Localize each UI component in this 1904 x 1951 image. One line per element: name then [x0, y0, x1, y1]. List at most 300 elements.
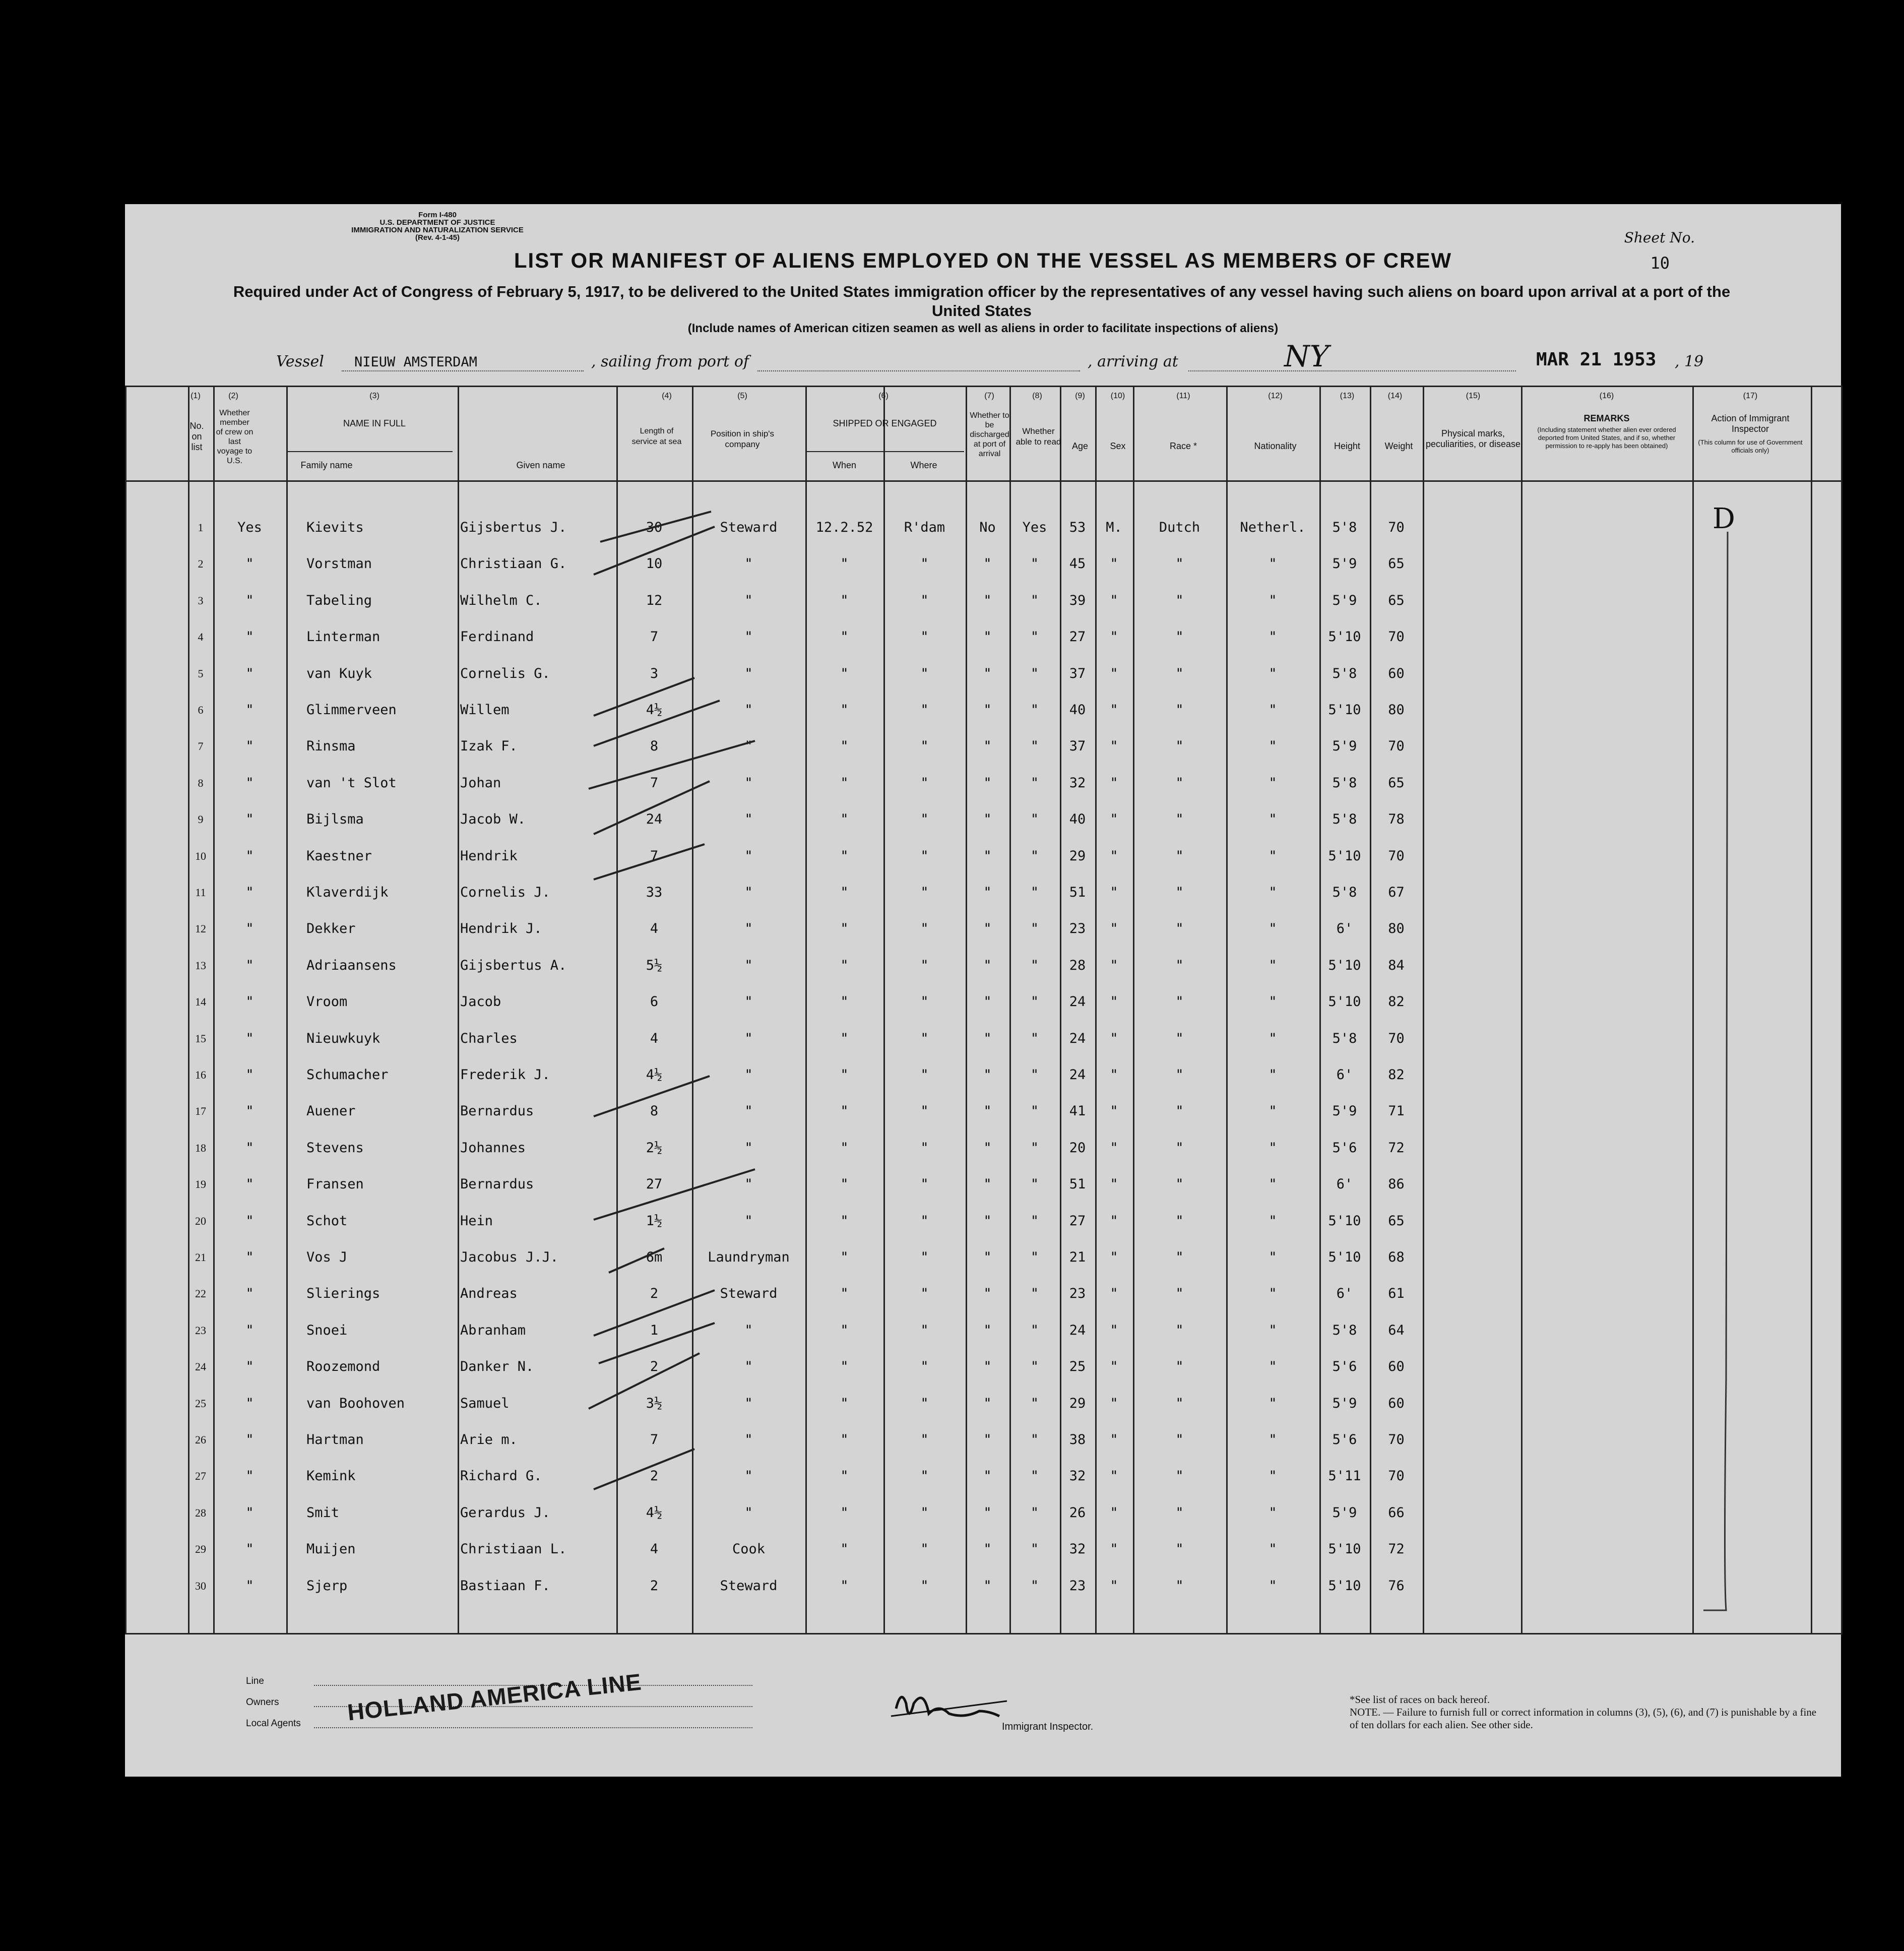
cell-no: 30 — [195, 1579, 206, 1592]
column-number: (14) — [1387, 392, 1403, 400]
cell-discharged: " — [983, 1286, 992, 1302]
cell-height: 5'10 — [1328, 1213, 1361, 1229]
cell-service: 4½ — [646, 1067, 663, 1083]
cell-last-voyage: " — [245, 994, 254, 1010]
cell-sex: " — [1110, 1103, 1118, 1119]
cell-height: 5'8 — [1332, 775, 1357, 791]
cell-when: " — [840, 1432, 849, 1447]
cell-position: " — [744, 702, 753, 718]
cell-discharged: " — [983, 738, 992, 754]
cell-service: 2 — [650, 1359, 659, 1375]
cell-height: 6' — [1336, 921, 1353, 937]
cell-service: 4½ — [646, 702, 663, 718]
cell-height: 5'8 — [1332, 520, 1357, 535]
cell-discharged: " — [983, 1432, 992, 1447]
cell-when: " — [840, 1395, 849, 1411]
cell-when: " — [840, 1322, 849, 1338]
cell-weight: 72 — [1388, 1140, 1405, 1156]
cell-read: " — [1030, 702, 1039, 718]
manifest-page — [125, 204, 1841, 1777]
cell-read: " — [1030, 1504, 1039, 1521]
service-name: IMMIGRATION AND NATURALIZATION SERVICE — [351, 226, 524, 234]
cell-sex: " — [1110, 1432, 1118, 1447]
cell-when: " — [840, 885, 849, 900]
cell-service: 6 — [650, 994, 659, 1010]
cell-service: 4 — [650, 1030, 659, 1046]
cell-last-voyage: " — [245, 1504, 254, 1521]
cell-where: " — [920, 1504, 929, 1521]
cell-race: " — [1175, 921, 1184, 937]
cell-position: " — [744, 1395, 753, 1411]
table-top-border — [125, 386, 1841, 387]
cell-sex: " — [1110, 738, 1118, 754]
cell-read: " — [1030, 738, 1039, 754]
cell-weight: 86 — [1388, 1176, 1405, 1192]
cell-service: 5½ — [646, 957, 663, 973]
cell-when: " — [840, 556, 849, 572]
cell-age: 51 — [1069, 885, 1086, 900]
cell-discharged: " — [983, 811, 992, 828]
column-rule — [1692, 386, 1694, 1634]
fine-note — [1350, 1706, 1823, 1731]
cell-weight: 71 — [1388, 1103, 1405, 1119]
cell-race: " — [1175, 702, 1184, 718]
cell-given: Cornelis J. — [460, 885, 550, 900]
cell-when: " — [840, 1213, 849, 1229]
cell-sex: " — [1110, 629, 1118, 645]
cell-service: 4½ — [646, 1504, 663, 1521]
cell-discharged: " — [983, 1030, 992, 1046]
cell-discharged: " — [983, 848, 992, 864]
cell-no: 1 — [198, 521, 204, 534]
cell-discharged: " — [983, 1395, 992, 1411]
cell-discharged: No — [979, 520, 996, 535]
cell-discharged: " — [983, 629, 992, 645]
cell-service: 1½ — [646, 1213, 663, 1229]
cell-age: 21 — [1069, 1249, 1086, 1265]
cell-sex: " — [1110, 885, 1118, 900]
header-able-to-read: Whether able to read — [1016, 426, 1061, 447]
cell-given: Johan — [460, 775, 501, 791]
cell-race: " — [1175, 629, 1184, 645]
cell-given: Gijsbertus J. — [460, 520, 567, 535]
cell-when: " — [840, 629, 849, 645]
inspector-mark: D — [1712, 502, 1735, 535]
cell-read: " — [1030, 1103, 1039, 1119]
cell-service: 3½ — [646, 1395, 663, 1411]
cell-no: 26 — [195, 1433, 206, 1446]
cell-no: 28 — [195, 1506, 206, 1519]
cell-nationality: " — [1268, 1578, 1277, 1594]
cell-height: 6' — [1336, 1176, 1353, 1192]
sheet-number: 10 — [1650, 254, 1670, 273]
cell-read: " — [1030, 1541, 1039, 1557]
cell-position: " — [744, 665, 753, 681]
column-number: (11) — [1176, 392, 1190, 400]
cell-nationality: " — [1268, 1468, 1277, 1484]
signature-underline — [891, 1701, 1007, 1716]
cell-position: " — [744, 738, 753, 754]
cell-height: 5'10 — [1328, 848, 1361, 864]
form-identifier — [332, 211, 543, 241]
cell-height: 5'8 — [1332, 1030, 1357, 1046]
cell-sex: " — [1110, 1213, 1118, 1229]
races-note: *See list of races on back hereof. — [1350, 1693, 1490, 1706]
cell-family: Dekker — [306, 921, 356, 937]
footer-agents-label: Local Agents — [246, 1718, 301, 1729]
cell-given: Cornelis G. — [460, 665, 550, 681]
cell-age: 23 — [1069, 1286, 1086, 1302]
cell-read: " — [1030, 1468, 1039, 1484]
cell-where: " — [920, 957, 929, 973]
cell-sex: " — [1110, 592, 1118, 608]
cell-age: 53 — [1069, 520, 1086, 535]
cell-last-voyage: " — [245, 1286, 254, 1302]
column-rule — [1811, 386, 1812, 1634]
cell-age: 41 — [1069, 1103, 1086, 1119]
cell-given: Frederik J. — [460, 1067, 550, 1083]
cell-race: " — [1175, 1249, 1184, 1265]
cell-read: " — [1030, 1176, 1039, 1192]
cell-family: Schumacher — [306, 1067, 389, 1083]
cell-weight: 65 — [1388, 556, 1405, 572]
cell-given: Willem — [460, 702, 510, 718]
cell-when: " — [840, 1504, 849, 1521]
cell-age: 26 — [1069, 1504, 1086, 1521]
cell-when: " — [840, 1030, 849, 1046]
cell-last-voyage: " — [245, 1359, 254, 1375]
cell-sex: " — [1110, 1030, 1118, 1046]
cell-sex: " — [1110, 848, 1118, 864]
cell-weight: 72 — [1388, 1541, 1405, 1557]
cell-nationality: " — [1268, 738, 1277, 754]
cell-where: " — [920, 994, 929, 1010]
cell-race: " — [1175, 1213, 1184, 1229]
header-position: Position in ship's company — [710, 429, 775, 449]
note-label: NOTE. — [1350, 1706, 1381, 1718]
cell-family: Kaestner — [306, 848, 372, 864]
cell-no: 13 — [195, 959, 206, 972]
cell-family: Vorstman — [306, 556, 372, 572]
cell-age: 27 — [1069, 1213, 1086, 1229]
cell-last-voyage: " — [245, 885, 254, 900]
cell-family: van Boohoven — [306, 1395, 405, 1411]
cell-read: " — [1030, 1395, 1039, 1411]
cell-family: Sjerp — [306, 1578, 348, 1594]
cell-discharged: " — [983, 1322, 992, 1338]
cell-when: " — [840, 1468, 849, 1484]
cell-last-voyage: " — [245, 629, 254, 645]
cell-service: 12 — [646, 592, 663, 608]
cell-weight: 65 — [1388, 775, 1405, 791]
cell-given: Danker N. — [460, 1359, 534, 1375]
cell-discharged: " — [983, 1468, 992, 1484]
cell-given: Izak F. — [460, 738, 518, 754]
cell-race: Dutch — [1159, 520, 1200, 535]
cell-nationality: " — [1268, 1103, 1277, 1119]
cell-age: 29 — [1069, 848, 1086, 864]
column-rule — [1423, 386, 1424, 1634]
cell-where: " — [920, 921, 929, 937]
cell-read: " — [1030, 811, 1039, 828]
cell-height: 5'11 — [1328, 1468, 1361, 1484]
cell-given: Christiaan L. — [460, 1541, 567, 1557]
cell-height: 5'8 — [1332, 885, 1357, 900]
header-bottom-border — [125, 480, 1841, 482]
cell-family: Linterman — [306, 629, 380, 645]
cell-height: 5'8 — [1332, 1322, 1357, 1338]
column-number: (10) — [1110, 392, 1125, 400]
cell-given: Johannes — [460, 1140, 526, 1156]
cell-last-voyage: " — [245, 921, 254, 937]
cell-nationality: " — [1268, 775, 1277, 791]
cell-weight: 61 — [1388, 1286, 1405, 1302]
cell-no: 17 — [195, 1105, 206, 1118]
cell-race: " — [1175, 1578, 1184, 1594]
cell-no: 23 — [195, 1324, 206, 1337]
cell-service: 2 — [650, 1468, 659, 1484]
cell-service: 4 — [650, 1541, 659, 1557]
footer-agents-rule — [314, 1727, 752, 1728]
cell-last-voyage: " — [245, 1395, 254, 1411]
cell-discharged: " — [983, 1504, 992, 1521]
column-number: (3) — [369, 392, 379, 400]
subheader-given-name: Given name — [516, 460, 565, 470]
cell-race: " — [1175, 1103, 1184, 1119]
cell-where: " — [920, 1067, 929, 1083]
header-race: Race * — [1169, 441, 1197, 451]
cell-nationality: " — [1268, 848, 1277, 864]
cell-given: Bastiaan F. — [460, 1578, 550, 1594]
cell-when: " — [840, 665, 849, 681]
sailing-underline — [757, 370, 1080, 371]
header-last-voyage: Whether member of crew on last voyage to U.S. — [216, 409, 253, 465]
cell-where: R'dam — [904, 520, 945, 535]
cell-age: 51 — [1069, 1176, 1086, 1192]
cell-read: " — [1030, 1249, 1039, 1265]
cell-nationality: " — [1268, 1395, 1277, 1411]
cell-weight: 70 — [1388, 1030, 1405, 1046]
cell-race: " — [1175, 1468, 1184, 1484]
cell-height: 6' — [1336, 1067, 1353, 1083]
cell-where: " — [920, 775, 929, 791]
subheader-family-name: Family name — [300, 460, 353, 470]
cell-age: 37 — [1069, 738, 1086, 754]
cell-age: 25 — [1069, 1359, 1086, 1375]
cell-service: 4 — [650, 921, 659, 937]
cell-height: 5'9 — [1332, 738, 1357, 754]
cell-position: " — [744, 848, 753, 864]
cell-given: Richard G. — [460, 1468, 542, 1484]
header-shipped-or-engaged: SHIPPED OR ENGAGED — [833, 418, 937, 428]
header-discharged: Whether to be discharged at port of arrival — [970, 411, 1009, 458]
cell-nationality: " — [1268, 592, 1277, 608]
table-bottom-border — [125, 1633, 1841, 1634]
cell-read: " — [1030, 1286, 1039, 1302]
cell-position: " — [744, 1359, 753, 1375]
cell-no: 20 — [195, 1214, 206, 1227]
cell-no: 14 — [195, 995, 206, 1009]
column-number: (7) — [984, 392, 994, 400]
cell-no: 19 — [195, 1178, 206, 1191]
cell-read: " — [1030, 957, 1039, 973]
cell-discharged: " — [983, 1103, 992, 1119]
cell-weight: 70 — [1388, 738, 1405, 754]
cell-where: " — [920, 738, 929, 754]
cell-weight: 66 — [1388, 1504, 1405, 1521]
column-number: (16) — [1599, 392, 1614, 400]
cell-family: Schot — [306, 1213, 348, 1229]
cell-family: Vroom — [306, 994, 348, 1010]
cell-given: Hendrik — [460, 848, 518, 864]
cell-where: " — [920, 1359, 929, 1375]
cell-read: " — [1030, 1578, 1039, 1594]
cell-age: 32 — [1069, 1541, 1086, 1557]
inspector-bracket-line — [1703, 532, 1728, 1610]
cell-sex: " — [1110, 921, 1118, 937]
cell-race: " — [1175, 957, 1184, 973]
cell-discharged: " — [983, 1249, 992, 1265]
cell-where: " — [920, 1249, 929, 1265]
cell-race: " — [1175, 592, 1184, 608]
cell-read: " — [1030, 665, 1039, 681]
cell-family: Tabeling — [306, 592, 372, 608]
cell-last-voyage: " — [245, 811, 254, 828]
cell-age: 40 — [1069, 702, 1086, 718]
name-subheader-rule — [286, 451, 453, 452]
cell-position: " — [744, 885, 753, 900]
cell-age: 27 — [1069, 629, 1086, 645]
cell-sex: " — [1110, 1468, 1118, 1484]
cell-height: 5'8 — [1332, 811, 1357, 828]
cell-height: 5'10 — [1328, 1578, 1361, 1594]
cell-read: " — [1030, 1140, 1039, 1156]
cell-position: " — [744, 1103, 753, 1119]
cell-race: " — [1175, 1541, 1184, 1557]
cell-nationality: " — [1268, 1432, 1277, 1447]
cell-age: 29 — [1069, 1395, 1086, 1411]
cell-last-voyage: " — [245, 1322, 254, 1338]
cell-where: " — [920, 702, 929, 718]
cell-last-voyage: " — [245, 1067, 254, 1083]
header-physical-marks: Physical marks, peculiarities, or disease — [1425, 428, 1521, 449]
cell-given: Bernardus — [460, 1103, 534, 1119]
cell-weight: 70 — [1388, 1432, 1405, 1447]
cell-height: 5'10 — [1328, 629, 1361, 645]
cell-when: " — [840, 811, 849, 828]
cell-race: " — [1175, 1432, 1184, 1447]
cell-when: " — [840, 994, 849, 1010]
cell-when: " — [840, 702, 849, 718]
column-number: (6) — [878, 392, 888, 400]
cell-given: Gijsbertus A. — [460, 957, 567, 973]
column-number: (2) — [228, 392, 238, 400]
cell-given: Hendrik J. — [460, 921, 542, 937]
cell-position: " — [744, 994, 753, 1010]
cell-where: " — [920, 848, 929, 864]
cell-service: 7 — [650, 1432, 659, 1447]
cell-no: 7 — [198, 740, 204, 753]
vessel-label: Vessel — [276, 353, 324, 370]
cell-sex: " — [1110, 1140, 1118, 1156]
cell-where: " — [920, 1176, 929, 1192]
cell-position: " — [744, 921, 753, 937]
subheader-when: When — [832, 460, 857, 470]
cell-weight: 70 — [1388, 629, 1405, 645]
cell-weight: 60 — [1388, 1359, 1405, 1375]
cell-nationality: " — [1268, 921, 1277, 937]
subheader-where: Where — [910, 460, 937, 470]
cell-family: Fransen — [306, 1176, 364, 1192]
column-rule — [458, 386, 459, 1634]
cell-where: " — [920, 665, 929, 681]
cell-discharged: " — [983, 1578, 992, 1594]
cell-age: 38 — [1069, 1432, 1086, 1447]
column-rule — [286, 386, 288, 1634]
cell-age: 23 — [1069, 1578, 1086, 1594]
cell-race: " — [1175, 1395, 1184, 1411]
cell-last-voyage: " — [245, 1578, 254, 1594]
cell-where: " — [920, 885, 929, 900]
cell-read: " — [1030, 592, 1039, 608]
cell-height: 5'8 — [1332, 665, 1357, 681]
cell-last-voyage: " — [245, 665, 254, 681]
cell-when: " — [840, 738, 849, 754]
cell-given: Bernardus — [460, 1176, 534, 1192]
cell-discharged: " — [983, 957, 992, 973]
cell-height: 5'9 — [1332, 592, 1357, 608]
cell-family: Stevens — [306, 1140, 364, 1156]
cell-when: " — [840, 1578, 849, 1594]
cell-position: " — [744, 1213, 753, 1229]
inspector-signature-label: Immigrant Inspector. — [1002, 1721, 1094, 1732]
cell-discharged: " — [983, 775, 992, 791]
column-number: (13) — [1340, 392, 1355, 400]
cell-height: 5'6 — [1332, 1432, 1357, 1447]
cell-race: " — [1175, 738, 1184, 754]
column-number: (4) — [662, 392, 672, 400]
sailing-label: , sailing from port of — [591, 353, 749, 370]
cell-service: 7 — [650, 629, 659, 645]
cell-where: " — [920, 1322, 929, 1338]
inspector-signature — [896, 1697, 999, 1716]
cell-sex: " — [1110, 1322, 1118, 1338]
cell-sex: " — [1110, 665, 1118, 681]
cell-service: 7 — [650, 848, 659, 864]
cell-weight: 76 — [1388, 1578, 1405, 1594]
cell-age: 24 — [1069, 1067, 1086, 1083]
cell-last-voyage: " — [245, 1103, 254, 1119]
cell-where: " — [920, 1103, 929, 1119]
cell-family: Glimmerveen — [306, 702, 397, 718]
cell-where: " — [920, 1468, 929, 1484]
cell-position: " — [744, 1468, 753, 1484]
cell-no: 25 — [195, 1397, 206, 1410]
cell-age: 23 — [1069, 921, 1086, 937]
cell-where: " — [920, 1578, 929, 1594]
cell-where: " — [920, 556, 929, 572]
instruction-note: (Include names of American citizen seamen as well as aliens in order to facilitate inspections of aliens) — [687, 322, 1279, 335]
cell-service: 2 — [650, 1578, 659, 1594]
cell-when: " — [840, 957, 849, 973]
cell-weight: 82 — [1388, 994, 1405, 1010]
agent-stamp: HOLLAND AMERICA LINE — [346, 1668, 643, 1726]
arriving-label: , arriving at — [1088, 353, 1178, 370]
cell-family: Rinsma — [306, 738, 356, 754]
cell-position: " — [744, 1140, 753, 1156]
cell-discharged: " — [983, 921, 992, 937]
cell-last-voyage: " — [245, 592, 254, 608]
